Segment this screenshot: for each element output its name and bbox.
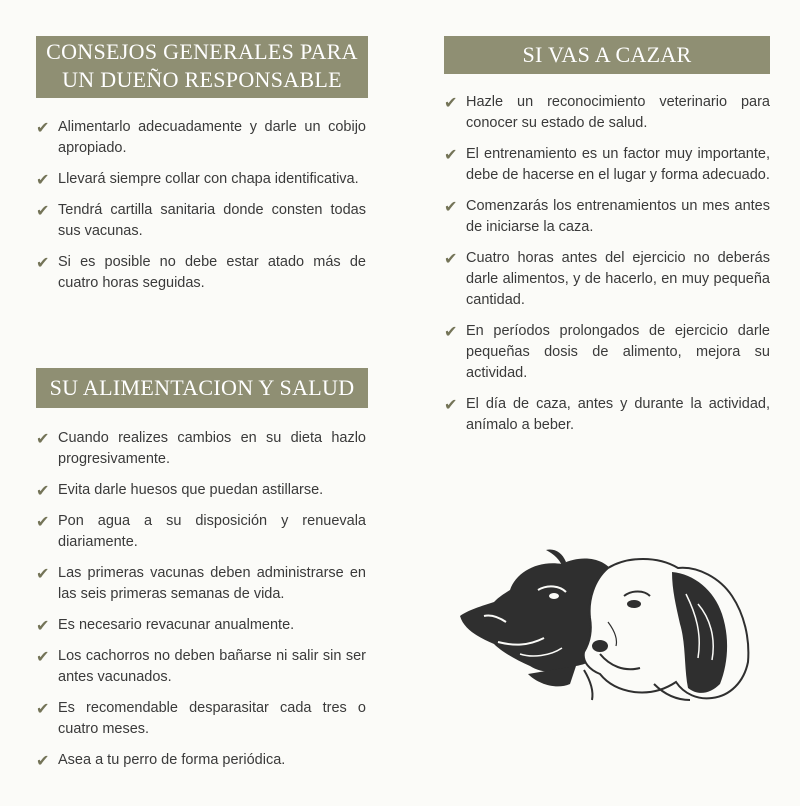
checkmark-icon: ✔ <box>36 616 50 635</box>
list-item-text: Tendrá cartilla sanitaria donde consten todas sus vacunas. <box>58 202 366 239</box>
checkmark-icon: ✔ <box>36 699 50 718</box>
list-item-text: El entrenamiento es un factor muy importante, debe de hacerse en el lugar y forma adecuado. <box>466 146 770 183</box>
list-item-text: Es necesario revacunar anualmente. <box>58 617 295 633</box>
general-advice-list <box>36 117 366 304</box>
list-item-text: Comenzarás los entrenamientos un mes antes de iniciarse la caza. <box>466 198 770 235</box>
list-item <box>36 750 366 771</box>
checkmark-icon: ✔ <box>36 481 50 500</box>
list-item-text: Las primeras vacunas deben administrarse en las seis primeras semanas de vida. <box>58 565 366 602</box>
list-item-text: Si es posible no debe estar atado más de cuatro horas seguidas. <box>58 254 366 291</box>
checkmark-icon: ✔ <box>444 93 458 112</box>
list-item <box>36 480 366 501</box>
list-item-text: Cuando realizes cambios en su dieta hazlo progresivamente. <box>58 430 366 467</box>
list-item-text: En períodos prolongados de ejercicio darle pequeñas dosis de alimento, mejora su actividad. <box>466 323 770 381</box>
checkmark-icon: ✔ <box>444 145 458 164</box>
list-item <box>36 646 366 688</box>
nutrition-health-list <box>36 428 366 781</box>
list-item <box>36 428 366 470</box>
list-item <box>36 563 366 605</box>
list-item <box>444 248 770 311</box>
list-item-text: Pon agua a su disposición y renuevala diariamente. <box>58 513 366 550</box>
nutrition-health-heading: SU ALIMENTACION Y SALUD <box>36 368 368 408</box>
list-item <box>36 252 366 294</box>
list-item <box>36 511 366 553</box>
list-item <box>36 698 366 740</box>
list-item <box>444 196 770 238</box>
checkmark-icon: ✔ <box>36 201 50 220</box>
list-item-text: Evita darle huesos que puedan astillarse. <box>58 482 324 498</box>
checkmark-icon: ✔ <box>36 118 50 137</box>
checkmark-icon: ✔ <box>444 249 458 268</box>
list-item <box>36 200 366 242</box>
checkmark-icon: ✔ <box>36 253 50 272</box>
hunting-heading: SI VAS A CAZAR <box>444 36 770 74</box>
general-advice-heading <box>36 36 368 98</box>
checkmark-icon: ✔ <box>36 429 50 448</box>
list-item-text: Asea a tu perro de forma periódica. <box>58 752 286 768</box>
list-item <box>36 169 366 190</box>
list-item <box>36 117 366 159</box>
list-item-text: Es recomendable desparasitar cada tres o cuatro meses. <box>58 700 366 737</box>
list-item-text: Llevará siempre collar con chapa identificativa. <box>58 171 359 187</box>
list-item <box>444 92 770 134</box>
list-item <box>444 144 770 186</box>
list-item-text: El día de caza, antes y durante la actividad, anímalo a beber. <box>466 396 770 433</box>
checkmark-icon: ✔ <box>36 170 50 189</box>
checkmark-icon: ✔ <box>444 322 458 341</box>
checkmark-icon: ✔ <box>444 197 458 216</box>
checkmark-icon: ✔ <box>444 395 458 414</box>
checkmark-icon: ✔ <box>36 647 50 666</box>
two-hunting-dogs-icon <box>458 534 758 706</box>
list-item-text: Los cachorros no deben bañarse ni salir sin ser antes vacunados. <box>58 648 366 685</box>
list-item <box>444 394 770 436</box>
list-item <box>36 615 366 636</box>
list-item-text: Cuatro horas antes del ejercicio no deberás darle alimentos, y de hacerlo, en muy pequeña cantidad. <box>466 250 770 308</box>
general-advice-heading-line1: CONSEJOS GENERALES PARA <box>46 39 358 64</box>
hunting-list <box>444 92 770 446</box>
list-item-text: Hazle un reconocimiento veterinario para conocer su estado de salud. <box>466 94 770 131</box>
checkmark-icon: ✔ <box>36 512 50 531</box>
checkmark-icon: ✔ <box>36 751 50 770</box>
list-item <box>444 321 770 384</box>
checkmark-icon: ✔ <box>36 564 50 583</box>
list-item-text: Alimentarlo adecuadamente y darle un cobijo apropiado. <box>58 119 366 156</box>
general-advice-heading-line2: UN DUEÑO RESPONSABLE <box>62 67 342 92</box>
